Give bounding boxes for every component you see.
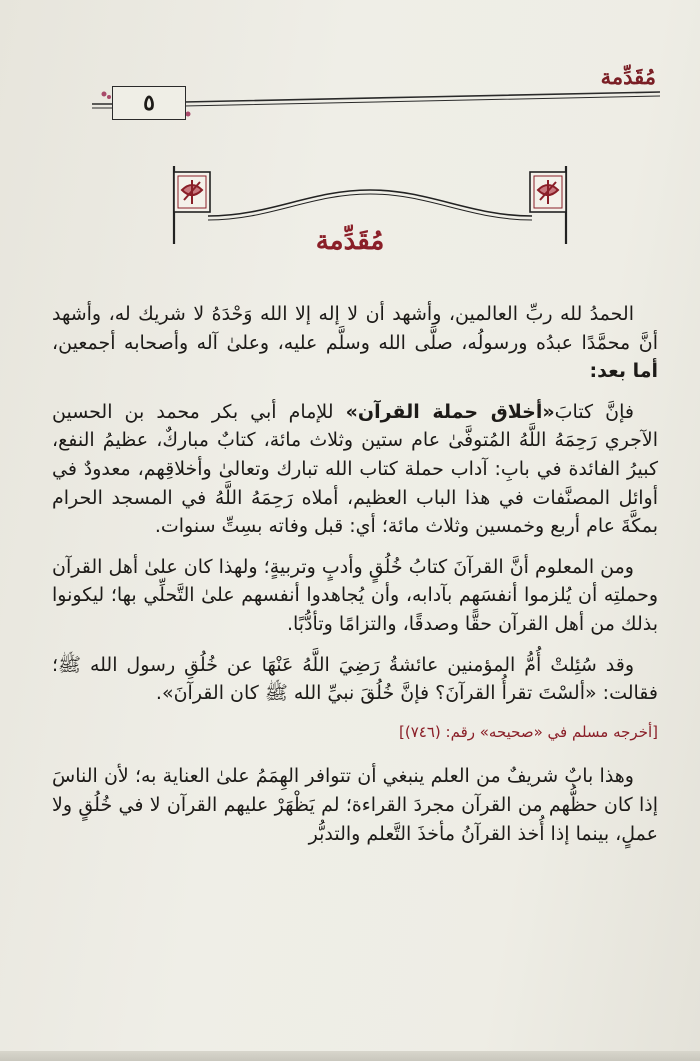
- body-text: [52, 300, 658, 860]
- amma-bad: أما بعد:: [589, 360, 658, 383]
- page-bottom-edge: [0, 1051, 700, 1061]
- paragraph-5: وهذا بابٌ شريفٌ من العلم ينبغي أن تتوافر الهِمَمُ علىٰ العناية به؛ لأن الناسَ إذا كان حظُّهم من القرآن مجردَ القراءة؛ لم يَظْهَرْ عليهم القرآن لا في خُلُقٍ ولا عملٍ، بينما إذا أُخذ القرآنُ مأخذَ التَّعلم والتدبُّر: [52, 765, 658, 845]
- paragraph-2-lead: فإنَّ كتابَ: [554, 400, 634, 423]
- paragraph-3: ومن المعلوم أنَّ القرآنَ كتابُ خُلُقٍ وأدبٍ وتربيةٍ؛ ولهذا كان علىٰ أهل القرآن وحملتِه أن يُلزموا أنفسَهم بآدابه، وأن يُجاهدوا أنفسهم علىٰ التَّحلِّي بها؛ ليكونوا بذلك من أهل القرآن حقًّا وصدقًا، والتزامًا وتأدُّبًا.: [52, 555, 658, 635]
- paragraph-4: وقد سُئِلتْ أُمُّ المؤمنين عائشةُ رَضِيَ اللَّهُ عَنْهَا عن خُلُقِ رسول الله ﷺ؛ فقالت: «ألسْتَ تقرأُ القرآنَ؟ فإنَّ خُلُقَ نبيِّ الله ﷺ كان القرآنَ».: [52, 653, 658, 705]
- paragraph-1-text: الحمدُ لله ربِّ العالمين، وأشهد أن لا إله إلا الله وَحْدَهُ لا شريك له، وأشهد أنَّ محمَّدًا عبدُه ورسولُه، صلَّى الله وسلَّم عليه، وعلىٰ آله وأصحابه أجمعين،: [52, 303, 658, 354]
- paragraph-2-text: للإمام أبي بكر محمد بن الحسين الآجري رَحِمَهُ اللَّهُ المُتوفَّىٰ عام ستين وثلاث مائة، كتابٌ مباركٌ، عظيمُ النفع، كبيرُ الفائدة في بابِ: آداب حملة كتاب الله تبارك وتعالىٰ وأخلاقِهم، معدودٌ في أوائل المصنَّفات في هذا الباب العظيم، أملاه رَحِمَهُ اللَّهُ في المسجد الحرام بمكَّةَ عام أربع وخمسين وثلاث مائة؛ أي: قبل وفاته بسِتِّ سنوات.: [52, 400, 658, 538]
- book-title: «أخلاق حملة القرآن»: [345, 400, 555, 423]
- page-number: ٥: [112, 86, 186, 120]
- hadith-reference: [أخرجه مسلم في «صحيحه» رقم: (٧٤٦)]: [399, 722, 658, 741]
- paragraph-1: [52, 300, 658, 386]
- running-title: مُقَدِّمة: [600, 64, 656, 89]
- chapter-title: مُقَدِّمة: [315, 226, 385, 256]
- paragraph-2: [52, 398, 658, 541]
